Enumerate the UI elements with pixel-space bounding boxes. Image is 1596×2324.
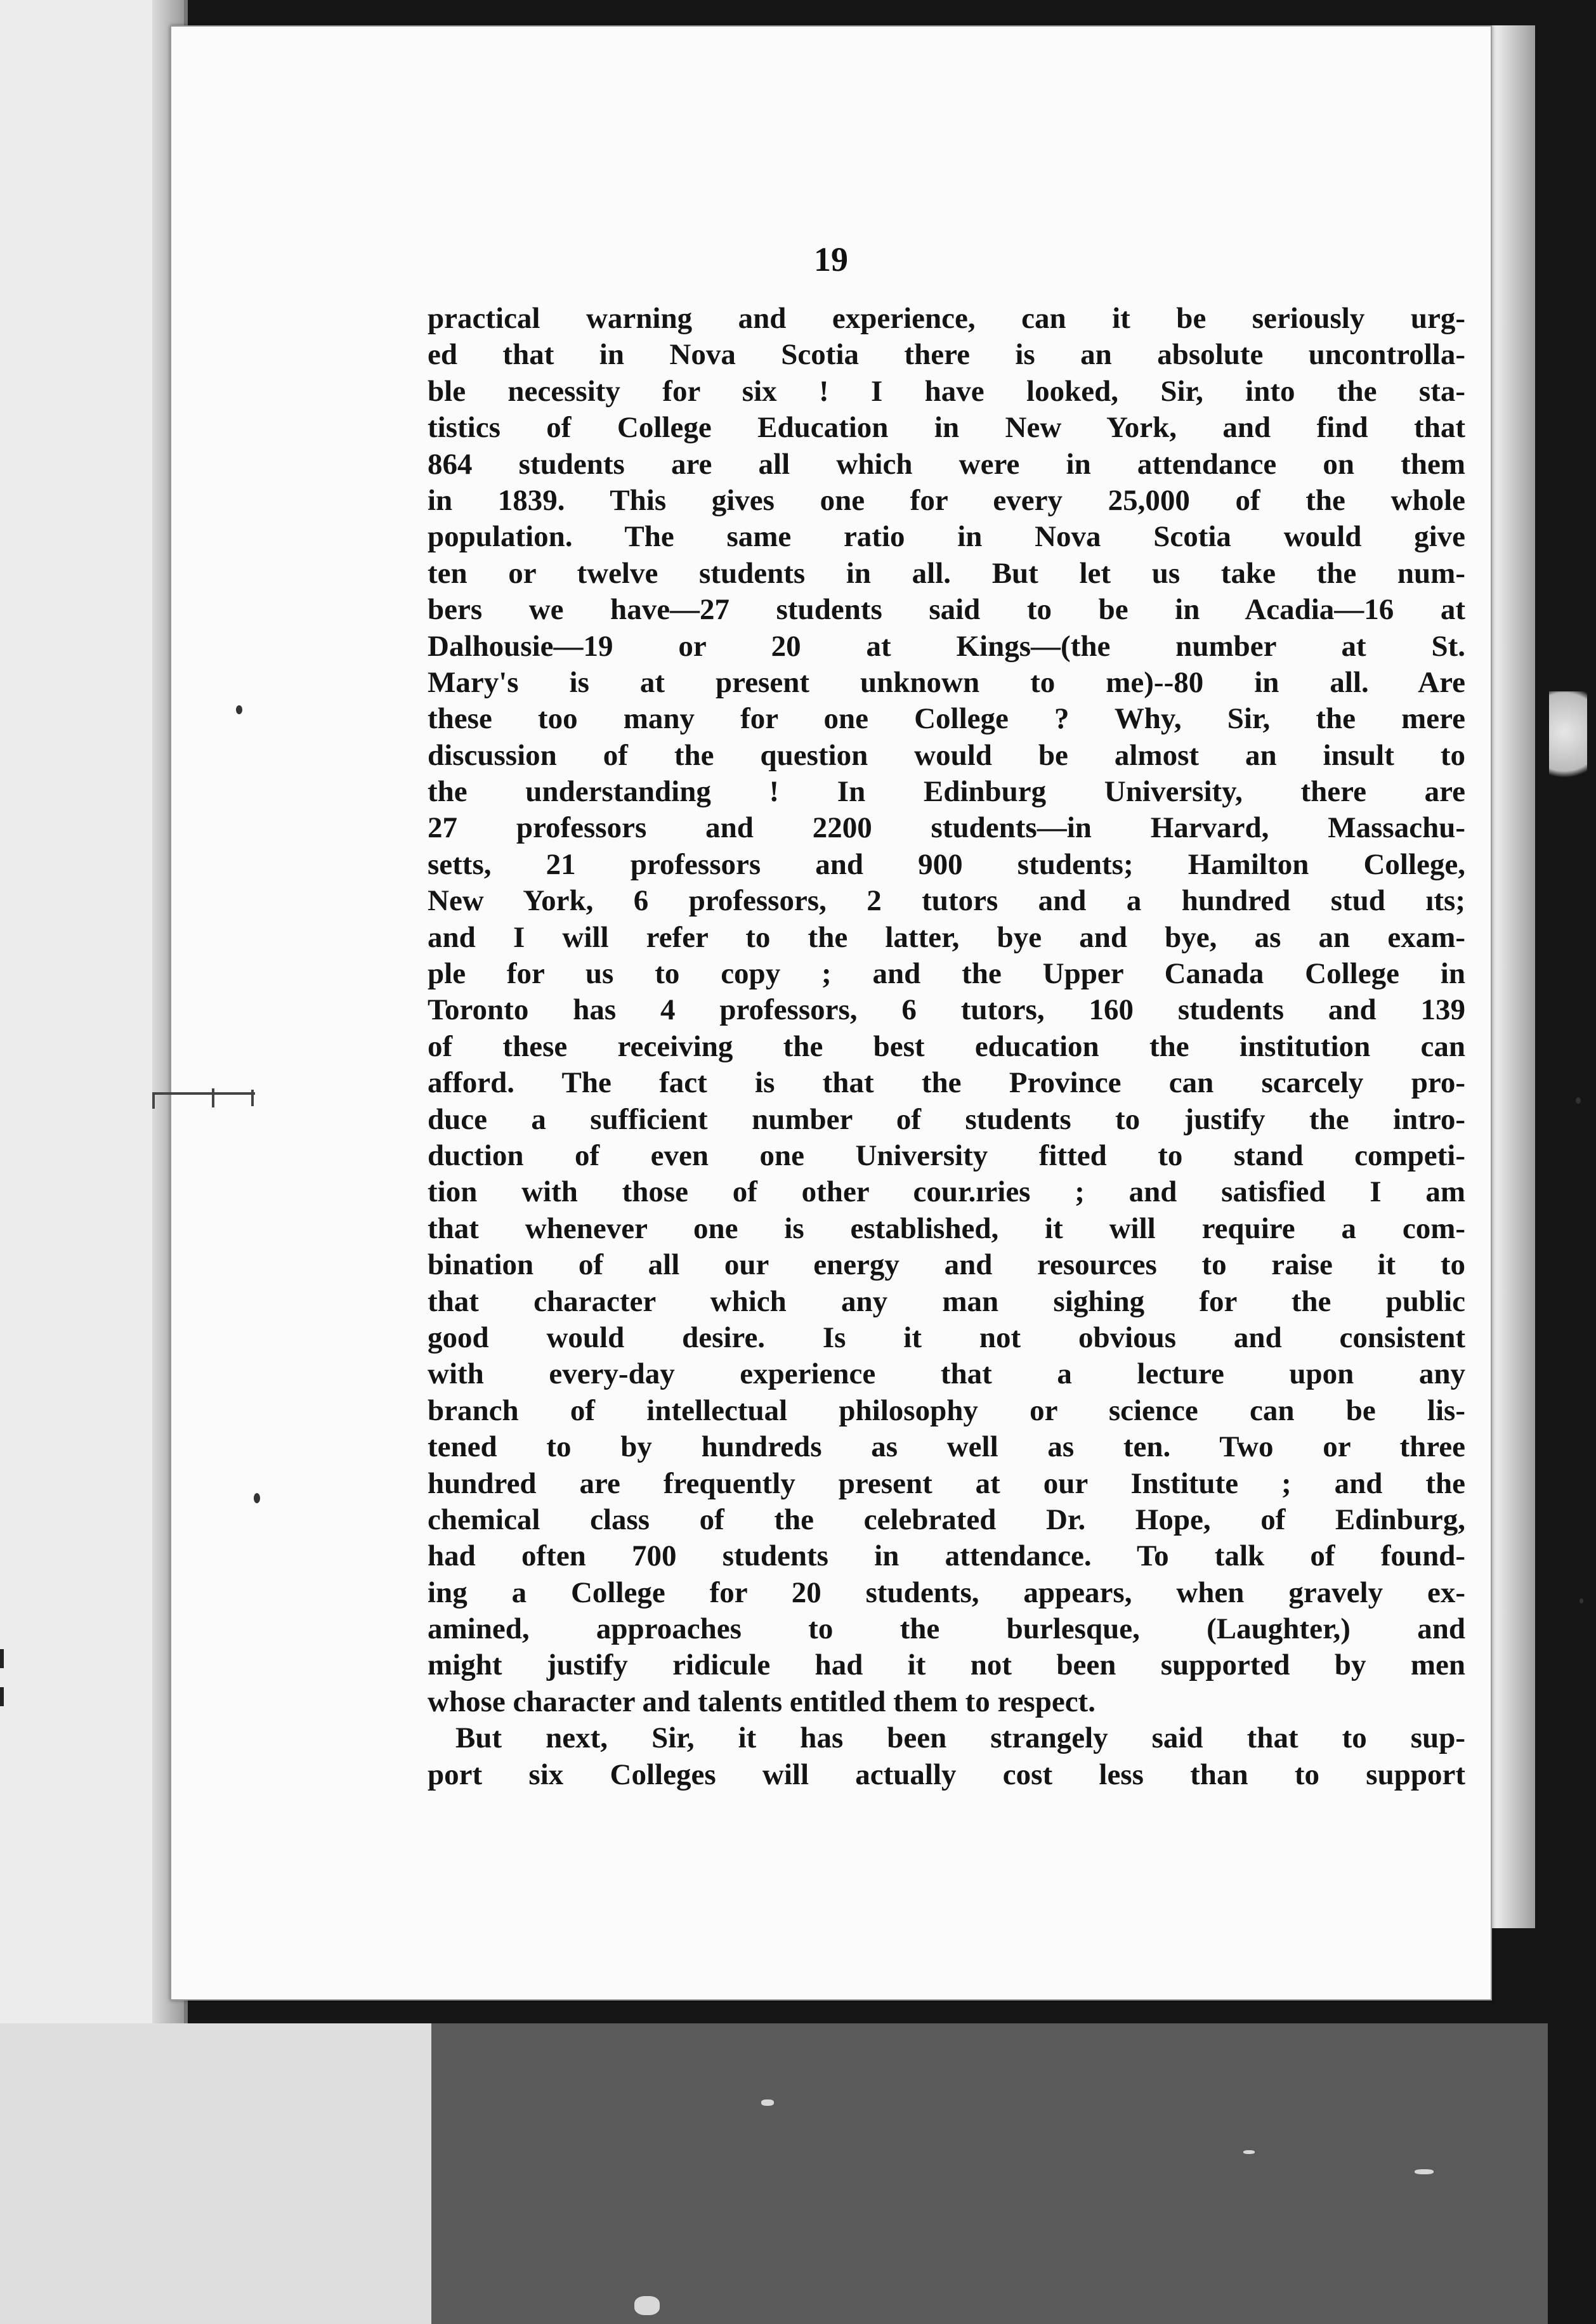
text-line: ble necessity for six ! I have looked, Sir, into the sta-: [428, 374, 1465, 408]
text-line: ten or twelve students in all. But let us take the num-: [428, 556, 1465, 590]
text-line: had often 700 students in attendance. To talk of found-: [428, 1539, 1465, 1573]
text-line: 864 students are all which were in attendance on them: [428, 447, 1465, 481]
page-number: 19: [814, 240, 848, 278]
page-body-text: [428, 301, 1465, 1793]
text-line: whose character and talents entitled them to respect.: [428, 1685, 1096, 1718]
paper-speck: [1580, 1598, 1583, 1603]
text-line: good would desire. Is it not obvious and consistent: [428, 1321, 1465, 1354]
left-margin-speck: [0, 1687, 4, 1706]
text-line: setts, 21 professors and 900 students; Hamilton College,: [428, 847, 1465, 881]
lower-backing-board: [431, 2023, 1548, 2324]
paper-damage-speck: [1549, 691, 1587, 793]
margin-pencil-tick: [152, 1092, 255, 1095]
text-line: bers we have—27 students said to be in Acadia—16 at: [428, 593, 1465, 627]
text-line: tened to by hundreds as well as ten. Two or three: [428, 1430, 1465, 1464]
text-line: in 1839. This gives one for every 25,000 of the whole: [428, 483, 1465, 517]
margin-pencil-tick: [152, 1092, 155, 1109]
text-line: New York, 6 professors, 2 tutors and a hundred stud ıts;: [428, 884, 1465, 918]
backing-smudge: [634, 2296, 660, 2315]
text-line: duction of even one University fitted to stand competi-: [428, 1139, 1465, 1172]
text-line: duce a sufficient number of students to justify the intro-: [428, 1102, 1465, 1136]
backing-smudge: [761, 2099, 774, 2106]
margin-mark: [254, 1493, 260, 1503]
text-line: port six Colleges will actually cost less than to support: [428, 1758, 1465, 1791]
text-line: might justify ridicule had it not been supported by men: [428, 1648, 1465, 1682]
text-line: tion with those of other cour.ıries ; and satisfied I am: [428, 1175, 1465, 1209]
text-line: with every-day experience that a lecture upon any: [428, 1357, 1465, 1391]
text-line: discussion of the question would be almost an insult to: [428, 738, 1465, 772]
text-line: afford. The fact is that the Province can scarcely pro-: [428, 1066, 1465, 1100]
text-line: 27 professors and 2200 students—in Harvard, Massachu-: [428, 811, 1465, 845]
text-line: bination of all our energy and resources to raise it to: [428, 1248, 1465, 1282]
text-line: branch of intellectual philosophy or science can be lis-: [428, 1394, 1465, 1427]
text-line: amined, approaches to the burlesque, (Laughter,) and: [428, 1612, 1465, 1646]
text-line: ing a College for 20 students, appears, when gravely ex-: [428, 1576, 1465, 1609]
text-line: hundred are frequently present at our Institute ; and the: [428, 1466, 1465, 1500]
text-line: that whenever one is established, it will require a com-: [428, 1211, 1465, 1245]
text-line: the understanding ! In Edinburg University, there are: [428, 775, 1465, 809]
margin-mark: [236, 705, 242, 714]
text-line: ple for us to copy ; and the Upper Canada College in: [428, 957, 1465, 991]
text-line: of these receiving the best education the institution can: [428, 1029, 1465, 1063]
text-line: Dalhousie—19 or 20 at Kings—(the number at St.: [428, 629, 1465, 663]
paper-speck: [1576, 1097, 1581, 1104]
lower-left-backing: [0, 2023, 431, 2324]
left-margin-speck: [0, 1649, 4, 1668]
text-line: these too many for one College ? Why, Sir, the mere: [428, 702, 1465, 736]
text-line: population. The same ratio in Nova Scotia would give: [428, 520, 1465, 554]
backing-smudge: [1415, 2169, 1434, 2174]
text-line: and I will refer to the latter, bye and bye, as an exam-: [428, 920, 1465, 954]
text-line: chemical class of the celebrated Dr. Hope, of Edinburg,: [428, 1503, 1465, 1536]
margin-pencil-tick: [251, 1090, 254, 1106]
text-line: that character which any man sighing for the public: [428, 1284, 1465, 1318]
backing-smudge: [1243, 2150, 1255, 2154]
text-line: Toronto has 4 professors, 6 tutors, 160 students and 139: [428, 993, 1465, 1027]
text-line: But next, Sir, it has been strangely said that to sup-: [455, 1721, 1465, 1755]
text-line: ed that in Nova Scotia there is an absolute uncontrolla-: [428, 338, 1465, 372]
text-line: practical warning and experience, can it be seriously urg-: [428, 302, 1465, 335]
margin-pencil-tick: [212, 1088, 214, 1107]
book-page: [170, 25, 1492, 2001]
text-line: tistics of College Education in New York, and find that: [428, 411, 1465, 445]
text-line: Mary's is at present unknown to me)--80 in all. Are: [428, 665, 1465, 699]
